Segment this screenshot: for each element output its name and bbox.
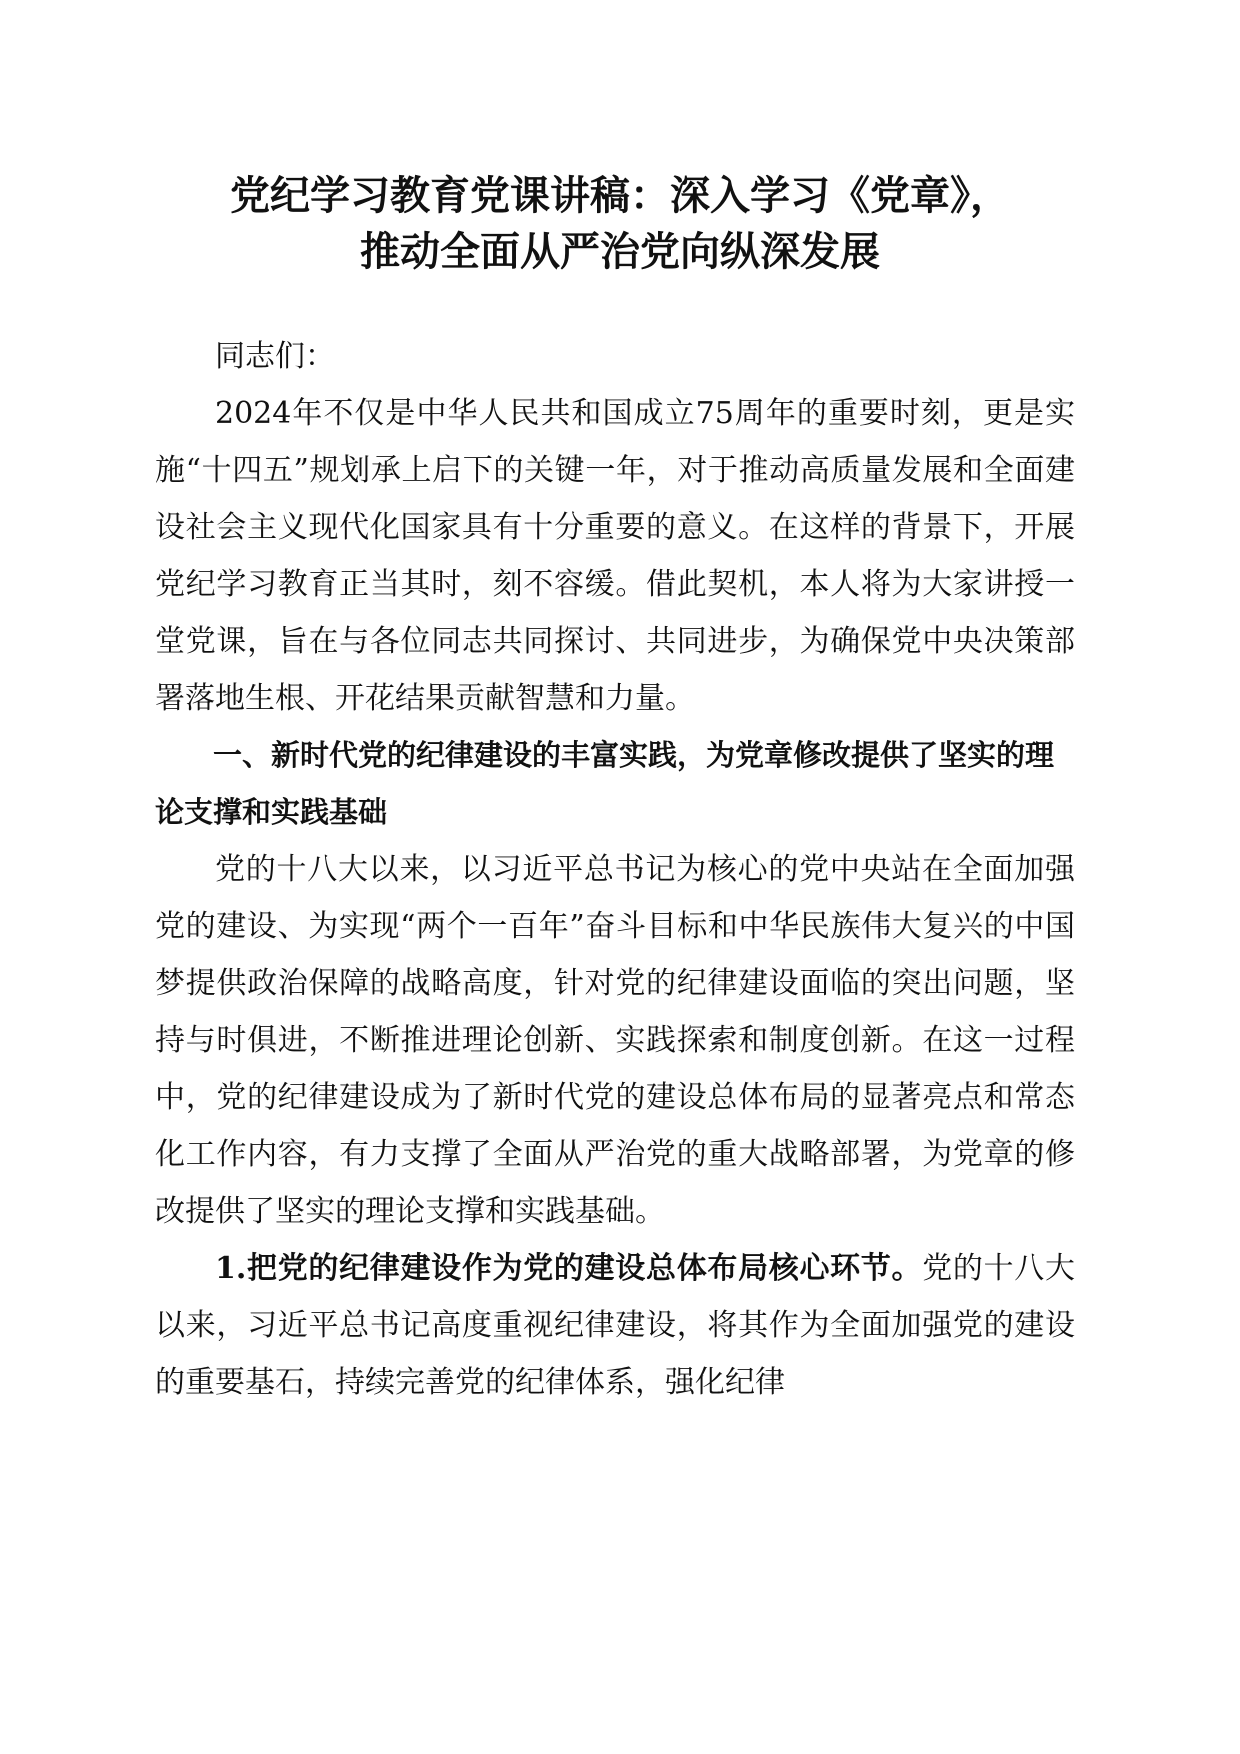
document-title: [140, 168, 1100, 280]
salutation: 同志们：: [215, 339, 335, 374]
point-1-lead: 1.把党的纪律建设作为党的建设总体布局核心环节。: [215, 1251, 923, 1286]
document-body: [155, 328, 1075, 1411]
title-line-1: 党纪学习教育党课讲稿：深入学习《党章》，: [230, 172, 1010, 219]
intro-paragraph: 2024年不仅是中华人民共和国成立75周年的重要时刻，更是实施“十四五”规划承上启下的关键一年，对于推动高质量发展和全面建设社会主义现代化国家具有十分重要的意义。在这样的背景下，开展党纪学习教育正当其时，刻不容缓。借此契机，本人将为大家讲授一堂党课，旨在与各位同志共同探讨、共同进步，为确保党中央决策部署落地生根、开花结果贡献智慧和力量。: [155, 396, 1075, 716]
section-1-paragraph: 党的十八大以来，以习近平总书记为核心的党中央站在全面加强党的建设、为实现“两个一百年”奋斗目标和中华民族伟大复兴的中国梦提供政治保障的战略高度，针对党的纪律建设面临的突出问题，坚持与时俱进，不断推进理论创新、实践探索和制度创新。在这一过程中，党的纪律建设成为了新时代党的建设总体布局的显著亮点和常态化工作内容，有力支撑了全面从严治党的重大战略部署，为党章的修改提供了坚实的理论支撑和实践基础。: [155, 852, 1075, 1229]
section-heading-1: 一、新时代党的纪律建设的丰富实践，为党章修改提供了坚实的理论支撑和实践基础: [155, 738, 1055, 829]
title-line-2: 推动全面从严治党向纵深发展: [360, 228, 880, 275]
point-1-paragraph: [155, 1240, 1075, 1411]
point-1-text: 党的十八大以来，习近平总书记高度重视纪律建设，将其作为全面加强党的建设的重要基石，持续完善党的纪律体系，强化纪律: [155, 1251, 1076, 1400]
